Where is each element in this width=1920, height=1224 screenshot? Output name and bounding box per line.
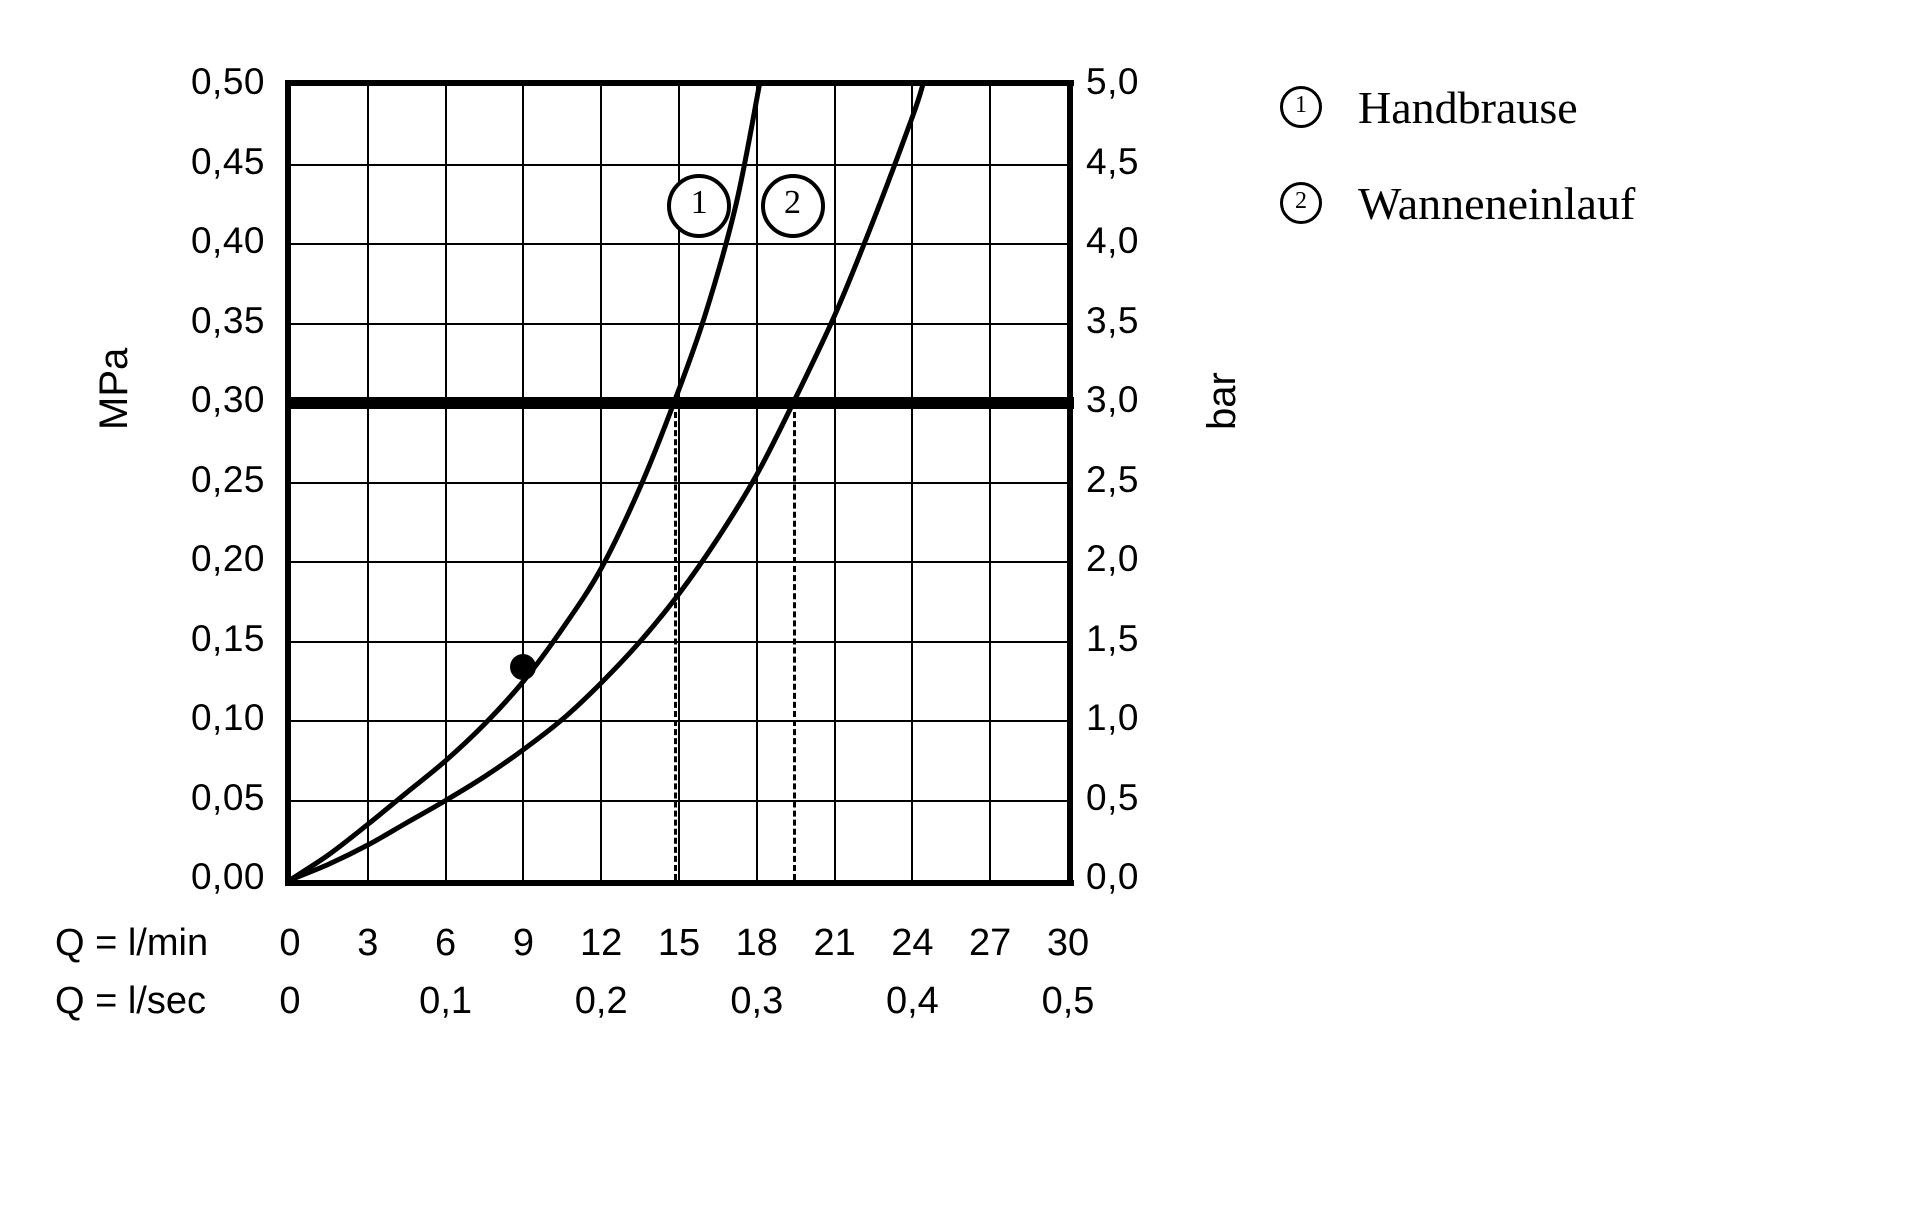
x-tick-lsec: 0,4 <box>885 980 939 1022</box>
axis-border-bottom <box>285 880 1074 886</box>
x-tick-lmin: 9 <box>512 922 534 964</box>
y-axis-label-right: bar <box>1200 372 1244 430</box>
axis-border-top <box>285 80 1074 86</box>
y-tick-right: 5,0 <box>1086 61 1139 102</box>
axis-border-right <box>1067 80 1073 886</box>
legend-item <box>1280 80 1635 134</box>
curve-label-1: 1 <box>667 174 731 238</box>
y-tick-left: 0,00 <box>190 856 265 897</box>
y-tick-right: 4,0 <box>1086 220 1139 261</box>
dashed-vertical <box>793 403 796 880</box>
x-tick-lsec: 0,3 <box>730 980 784 1022</box>
y-tick-right: 1,5 <box>1086 617 1139 659</box>
legend-badge-1: 1 <box>1280 86 1322 128</box>
y-tick-right: 3,5 <box>1086 299 1139 341</box>
x-tick-lmin: 0 <box>279 922 301 964</box>
x-axis-label-lmin: Q = l/min <box>55 922 209 964</box>
y-tick-left: 0,40 <box>190 220 265 261</box>
y-tick-left: 0,20 <box>190 538 265 579</box>
y-tick-left: 0,15 <box>190 617 265 659</box>
y-tick-left: 0,30 <box>190 379 265 420</box>
y-tick-left: 0,50 <box>190 61 265 102</box>
x-tick-lmin: 30 <box>1046 922 1090 964</box>
legend-badge-2: 2 <box>1280 182 1322 224</box>
y-tick-right: 0,0 <box>1086 856 1139 897</box>
y-tick-left: 0,10 <box>190 697 265 738</box>
x-tick-lmin: 24 <box>891 922 934 964</box>
curve-label-2: 2 <box>761 174 825 238</box>
threshold-line-3bar <box>285 397 1074 409</box>
y-tick-right: 2,0 <box>1086 538 1139 579</box>
y-tick-left: 0,35 <box>190 299 265 341</box>
legend-item <box>1280 176 1635 230</box>
x-tick-lmin: 21 <box>813 922 856 964</box>
y-axis-label-left: MPa <box>92 347 136 430</box>
y-tick-right: 1,0 <box>1086 697 1139 738</box>
y-tick-left: 0,25 <box>190 458 265 500</box>
axis-border-left <box>285 80 291 886</box>
y-tick-right: 3,0 <box>1086 379 1139 420</box>
legend-label: Handbrause <box>1358 81 1578 133</box>
x-tick-lmin: 12 <box>580 922 623 964</box>
legend-label: Wanneneinlauf <box>1358 177 1636 229</box>
curve-2 <box>290 85 923 880</box>
x-axis-label-lsec: Q = l/sec <box>55 980 206 1022</box>
y-tick-right: 0,5 <box>1086 776 1139 818</box>
y-tick-right: 2,5 <box>1086 458 1139 500</box>
dashed-vertical <box>674 403 677 880</box>
x-tick-lmin: 18 <box>735 922 778 964</box>
x-tick-lsec: 0,1 <box>419 980 473 1022</box>
x-tick-lmin: 6 <box>435 922 457 964</box>
x-tick-lmin: 15 <box>657 922 701 964</box>
x-tick-lsec: 0 <box>279 980 301 1022</box>
x-tick-lsec: 0,2 <box>574 980 628 1022</box>
y-tick-right: 4,5 <box>1086 140 1139 182</box>
x-tick-lsec: 0,5 <box>1041 980 1095 1022</box>
x-tick-lmin: 3 <box>357 922 379 964</box>
legend <box>1280 80 1635 272</box>
plot-area <box>290 85 1068 880</box>
y-tick-left: 0,05 <box>190 776 265 818</box>
x-tick-lmin: 27 <box>969 922 1012 964</box>
y-tick-left: 0,45 <box>190 140 265 182</box>
